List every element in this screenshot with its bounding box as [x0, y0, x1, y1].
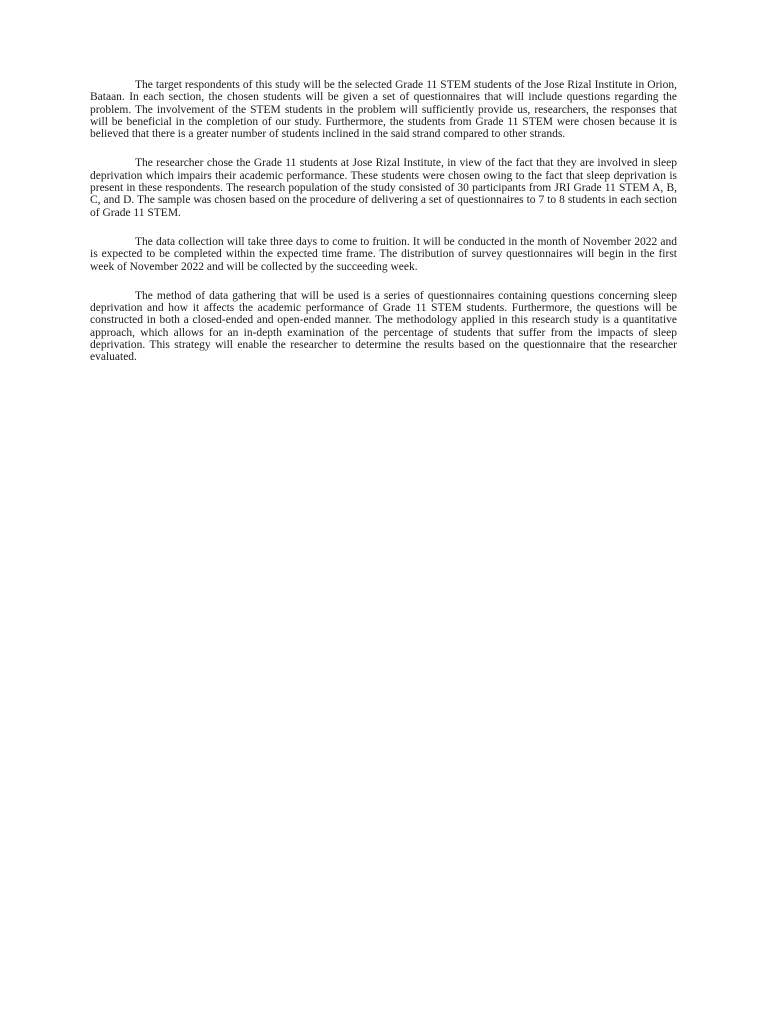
paragraph-research-population: The researcher chose the Grade 11 students at Jose Rizal Institute, in view of the fact that they are involved in sleep deprivation which impairs their academic performance. These students were chosen owing to the fact that sleep deprivation is present in these respondents. The research population of the study consisted of 30 participants from JRI Grade 11 STEM A, B, C, and D. The sample was chosen based on the procedure of delivering a set of questionnaires to 7 to 8 students in each section of Grade 11 STEM. — [90, 157, 677, 219]
paragraph-data-collection: The data collection will take three days to come to fruition. It will be conducted in the month of November 2022 and is expected to be completed within the expected time frame. The distribution of survey questionnaires will begin in the first week of November 2022 and will be collected by the succeeding week. — [90, 235, 677, 273]
paragraph-data-gathering-method: The method of data gathering that will be used is a series of questionnaires containing questions concerning sleep deprivation and how it affects the academic performance of Grade 11 STEM students. Furthermore, the questions will be constructed in both a closed-ended and open-ended manner. The methodology applied in this research study is a quantitative approach, which allows for an in-depth examination of the percentage of students that suffer from the impacts of sleep deprivation. This strategy will enable the researcher to determine the results based on the questionnaire that the researcher evaluated. — [90, 289, 677, 364]
paragraph-target-respondents: The target respondents of this study will be the selected Grade 11 STEM students of the Jose Rizal Institute in Orion, Bataan. In each section, the chosen students will be given a set of questionnaires that will include questions regarding the problem. The involvement of the STEM students in the problem will sufficiently provide us, researchers, the responses that will be beneficial in the completion of our study. Furthermore, the students from Grade 11 STEM were chosen because it is believed that there is a greater number of students inclined in the said strand compared to other strands. — [90, 79, 677, 141]
